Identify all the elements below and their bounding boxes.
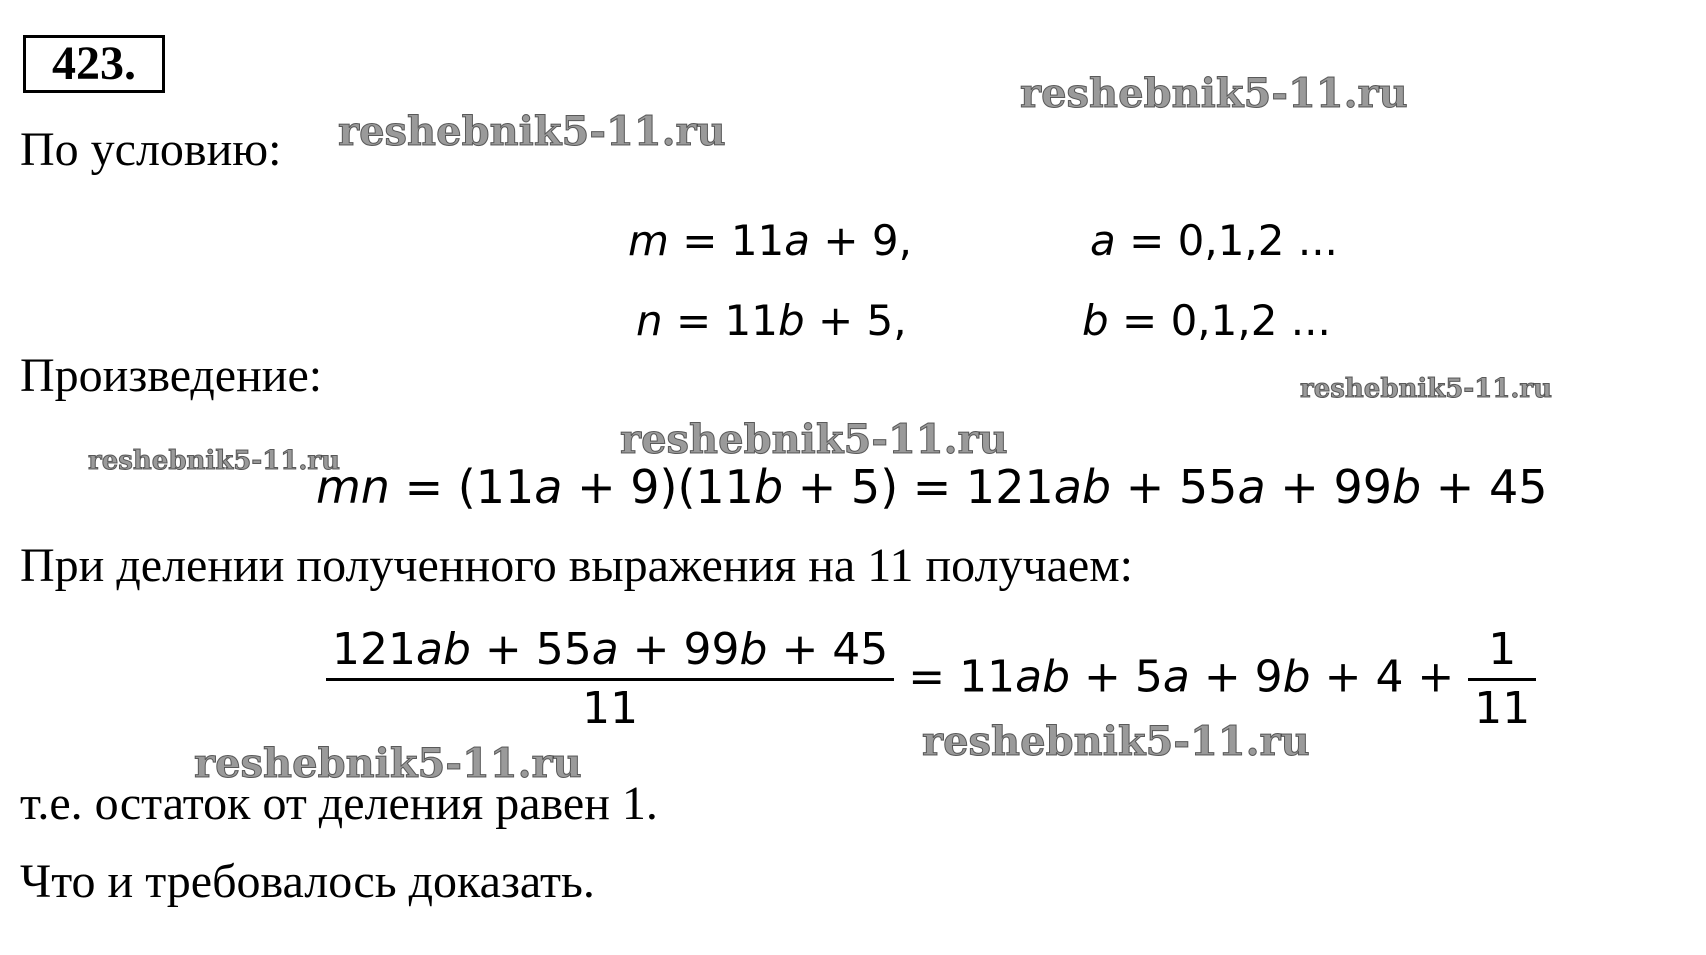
remainder-statement: т.е. остаток от деления равен 1. (20, 777, 658, 830)
watermark: reshebnik5-11.ru (194, 740, 582, 787)
product-label: Произведение: (20, 349, 323, 402)
domain-b: b = 0,1,2 ... (1082, 296, 1331, 345)
remainder-fraction: $\frac{1}{11}$ (1468, 622, 1536, 737)
conclusion-statement: Что и требовалось доказать. (20, 855, 595, 908)
fraction-denominator: 11 (582, 683, 639, 734)
watermark: reshebnik5-11.ru (922, 718, 1310, 765)
watermark: reshebnik5-11.ru (620, 416, 1008, 463)
watermark: reshebnik5-11.ru (1300, 374, 1553, 404)
equation-m: m = 11a + 9, (628, 216, 912, 265)
watermark: reshebnik5-11.ru (338, 108, 726, 155)
division-equation: $\frac{121ab + 55a + 99b + 45}{11}$ = 11ab + 5a + 9b + 4 + $\frac{1}{11}$ (326, 622, 1536, 737)
condition-label: По условию: (20, 123, 282, 176)
equation-n: n = 11b + 5, (636, 296, 907, 345)
watermark: reshebnik5-11.ru (1020, 70, 1408, 117)
product-equation: mn = (11a + 9)(11b + 5) = 121ab + 55a + 99b + 45 (316, 460, 1548, 514)
watermark: reshebnik5-11.ru (88, 446, 341, 476)
main-fraction (326, 622, 894, 737)
fraction-numerator: 121ab + 55a + 99b + 45 (332, 624, 889, 675)
domain-a: a = 0,1,2 ... (1090, 216, 1338, 265)
var-n: n (636, 296, 663, 345)
var-m: m (628, 216, 669, 265)
division-label: При делении полученного выражения на 11 получаем: (20, 539, 1133, 592)
problem-number: 423. (23, 35, 165, 93)
